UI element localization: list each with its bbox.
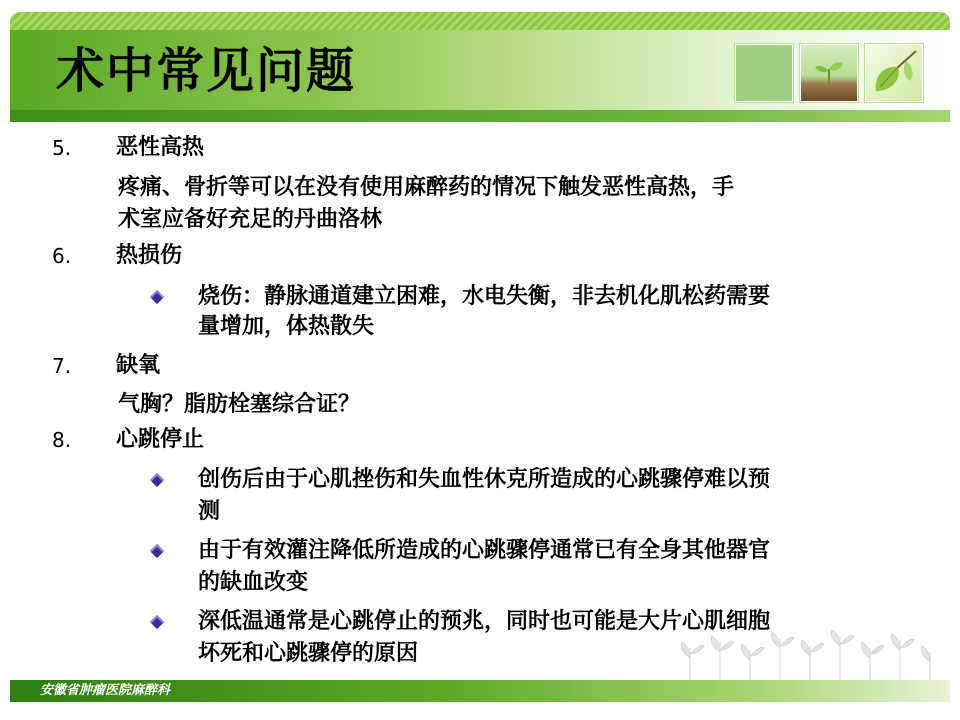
item-heading: 热损伤 bbox=[116, 243, 183, 268]
item-heading: 恶性高热 bbox=[116, 135, 205, 160]
body-text: 术室应备好充足的丹曲洛林 bbox=[118, 207, 383, 232]
diamond-bullet-icon bbox=[150, 544, 164, 558]
item-heading: 缺氧 bbox=[116, 353, 161, 378]
body-text: 疼痛、骨折等可以在没有使用麻醉药的情况下触发恶性高热，手 bbox=[118, 175, 735, 200]
body-text: 气胸？脂肪栓塞综合证？ bbox=[118, 392, 361, 417]
bullet-text: 坏死和心跳骤停的原因 bbox=[198, 641, 419, 666]
page-title: 术中常见问题 bbox=[56, 43, 357, 99]
bullet-text: 测 bbox=[198, 499, 221, 524]
diamond-bullet-icon bbox=[150, 473, 164, 487]
diamond-bullet-icon bbox=[150, 290, 164, 304]
item-number: 7. bbox=[52, 354, 72, 378]
bullet-text: 创伤后由于心肌挫伤和失血性休克所造成的心跳骤停难以预 bbox=[198, 467, 771, 492]
item-number: 6. bbox=[52, 244, 72, 268]
bullet-text: 量增加，体热散失 bbox=[198, 314, 375, 339]
diamond-bullet-icon bbox=[150, 615, 164, 629]
item-number: 8. bbox=[52, 428, 72, 452]
bullet-text: 深低温通常是心跳停止的预兆，同时也可能是大片心肌细胞 bbox=[198, 609, 771, 634]
footer-text: 安徽省肿瘤医院麻醉科 bbox=[40, 683, 171, 698]
item-number: 5. bbox=[52, 136, 72, 160]
bullet-text: 的缺血改变 bbox=[198, 570, 309, 595]
item-heading: 心跳停止 bbox=[116, 427, 205, 452]
bullet-text: 由于有效灌注降低所造成的心跳骤停通常已有全身其他器官 bbox=[198, 538, 771, 563]
bullet-text: 烧伤：静脉通道建立困难，水电失衡，非去机化肌松药需要 bbox=[198, 284, 771, 309]
plant-silhouette-decoration bbox=[680, 628, 940, 684]
